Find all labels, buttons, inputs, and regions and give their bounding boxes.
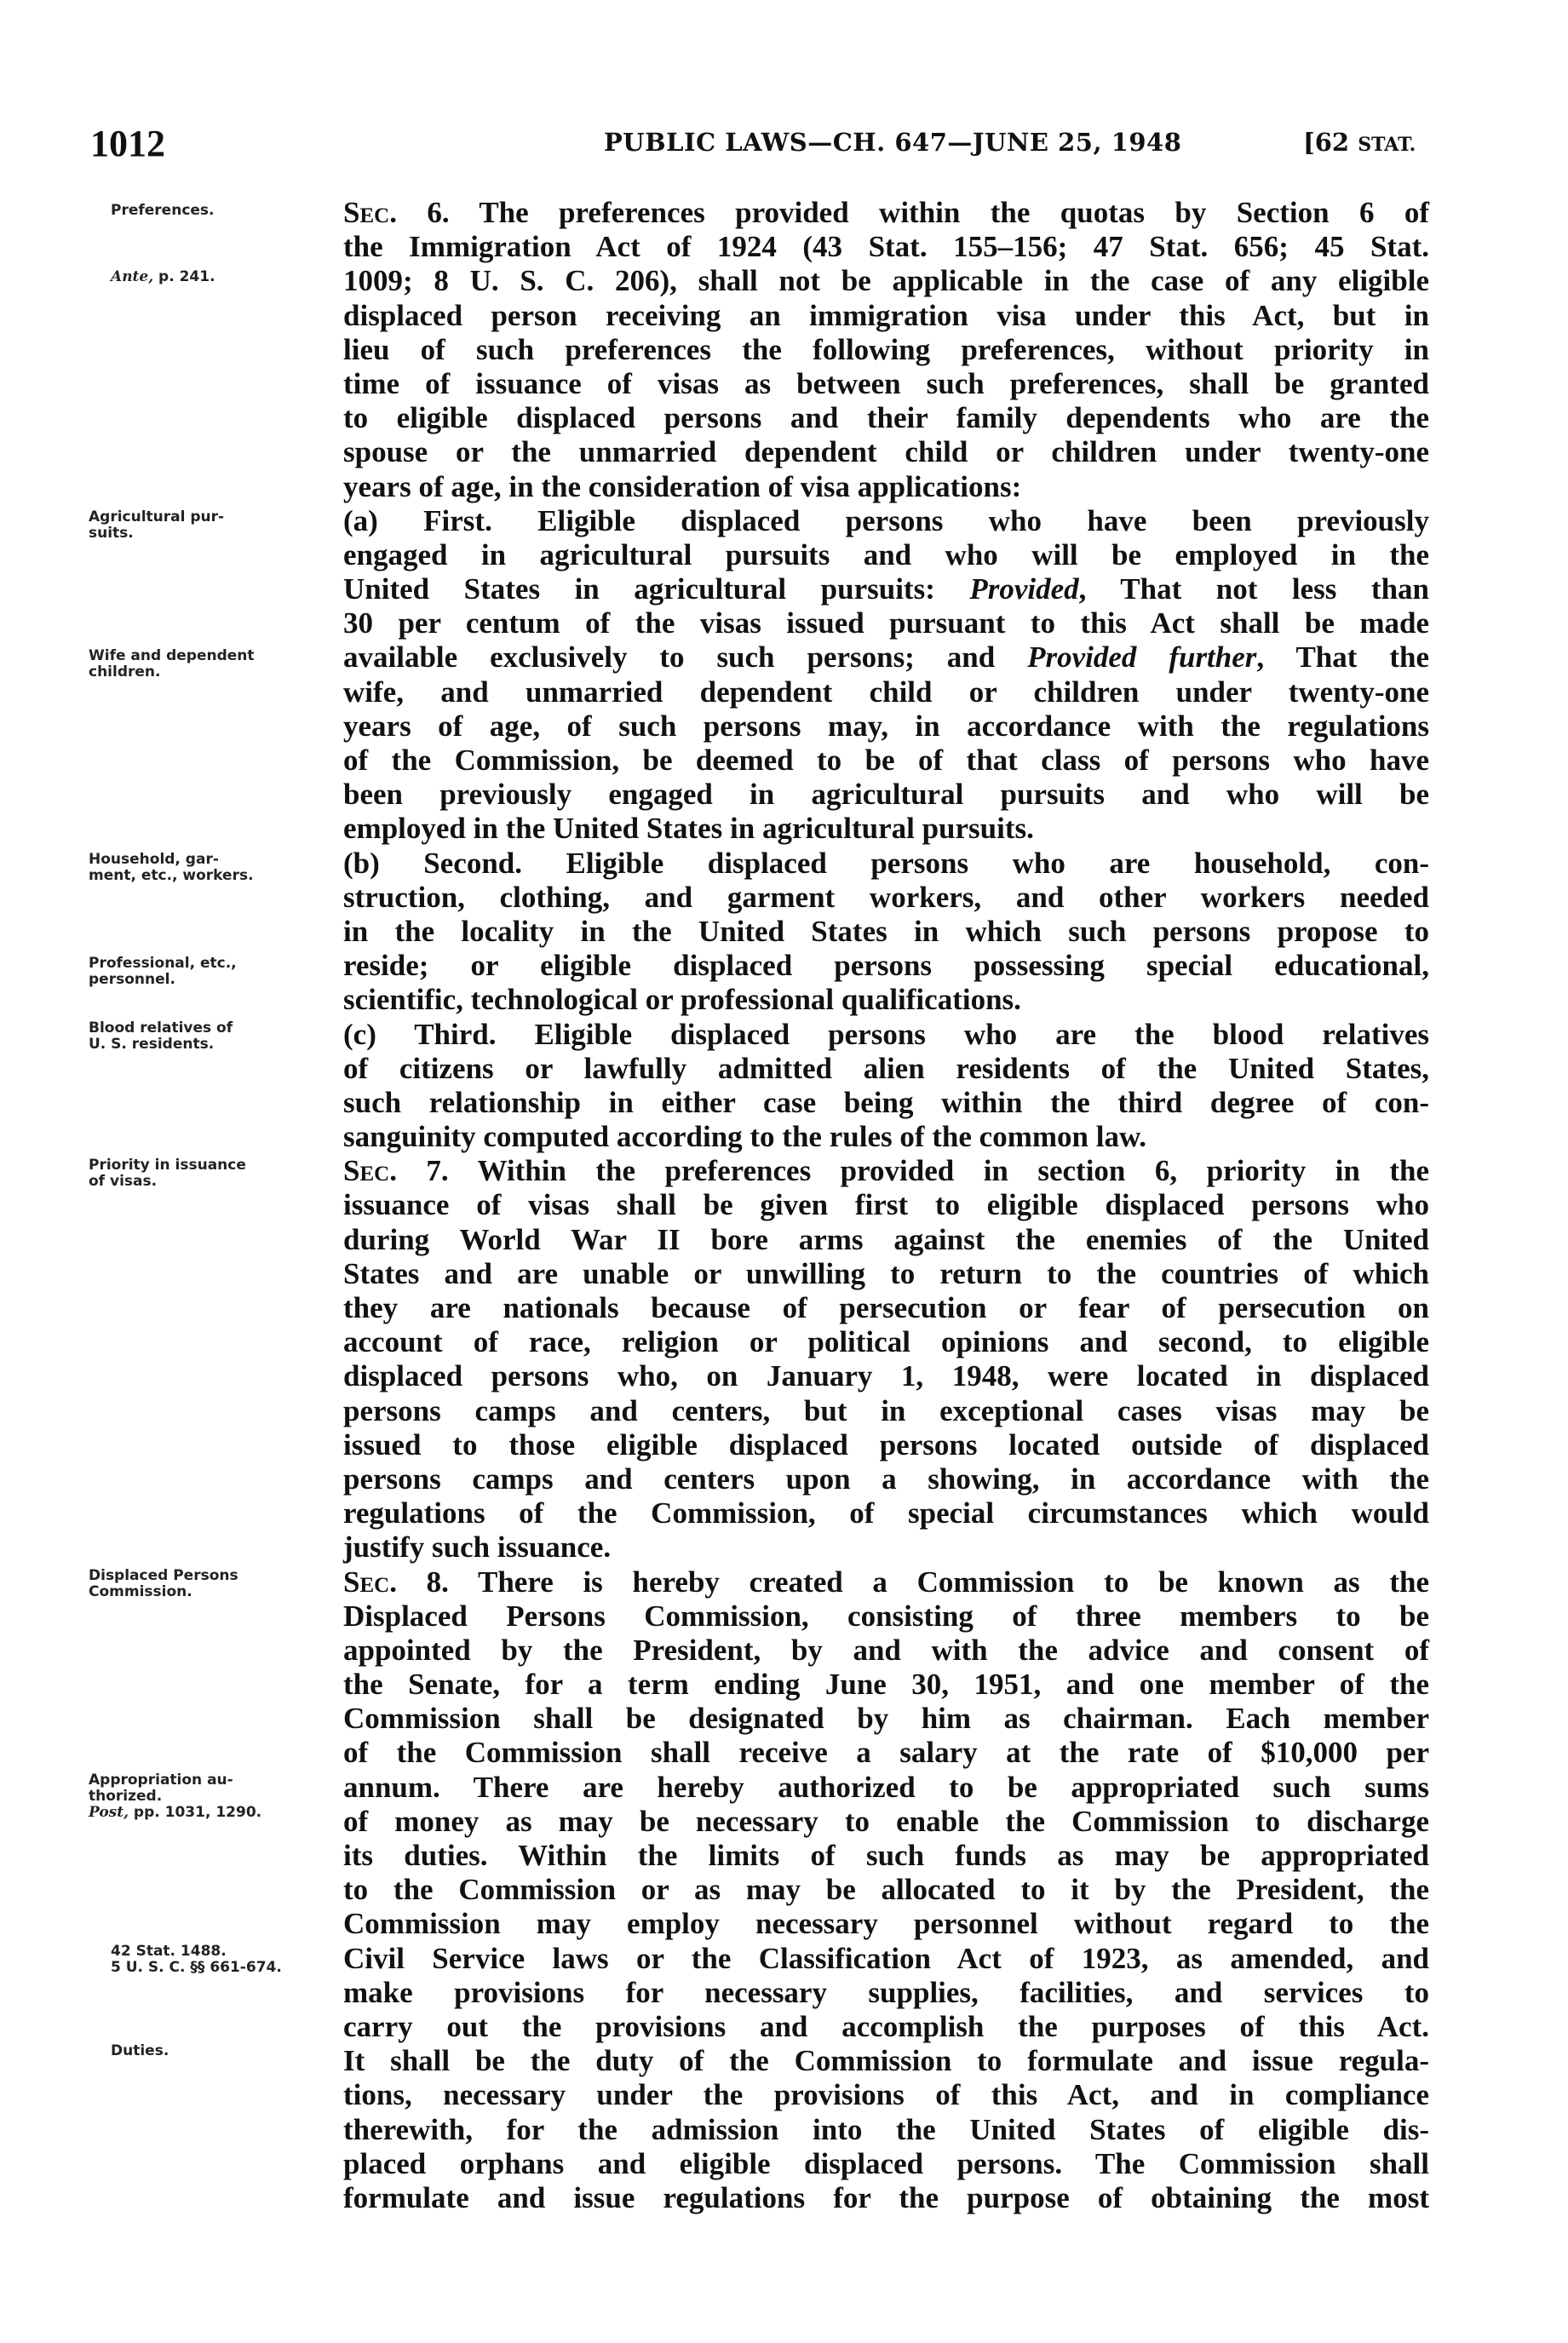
margin-note-line: ment, etc., workers.	[89, 867, 254, 884]
margin-note-wife-children	[89, 648, 255, 681]
margin-note-appropriation	[89, 1772, 261, 1821]
text-line: of citizens or lawfully admitted alien residents of the United States,	[343, 1051, 1429, 1085]
text-line: Commission shall be designated by him as chairman. Each member	[343, 1702, 1429, 1736]
text-line: Civil Service laws or the Classification Act of 1923, as amended, and	[343, 1941, 1429, 1975]
text-line: United States in agricultural pursuits: Provided, That not less than	[343, 572, 1430, 606]
text-line: regulations of the Commission, of special circumstances which would	[343, 1496, 1429, 1530]
margin-note-line: Wife and dependent	[89, 647, 255, 664]
text-line: engaged in agricultural pursuits and who will be employed in the	[343, 537, 1429, 571]
margin-note-italic: Post,	[89, 1804, 129, 1821]
text-line: displaced persons who, on January 1, 1948, were located in displaced	[343, 1359, 1429, 1393]
margin-note-stat-citation	[111, 1944, 282, 1976]
margin-note-line	[111, 269, 215, 285]
text-line: such relationship in either case being within the third degree of con-	[343, 1085, 1429, 1119]
text-line: of money as may be necessary to enable the Commission to discharge	[343, 1804, 1429, 1838]
margin-note-line: Preferences.	[111, 202, 215, 219]
statute-body-text	[343, 196, 1429, 2215]
margin-note-professional	[89, 956, 237, 988]
text-line: account of race, religion or political opinions and second, to eligible	[343, 1325, 1429, 1359]
text-line: the Senate, for a term ending June 30, 1951, and one member of the	[343, 1668, 1429, 1702]
text-line: appointed by the President, by and with the advice and consent of	[343, 1633, 1429, 1667]
margin-note-preferences	[111, 203, 215, 219]
text-line: in the locality in the United States in which such persons propose to	[343, 914, 1429, 948]
margin-note-line: Duties.	[111, 2042, 169, 2059]
text-line: scientific, technological or professional qualifications.	[343, 983, 1021, 1017]
text-line: carry out the provisions and accomplish the purposes of this Act.	[343, 2009, 1429, 2043]
margin-note-line: of visas.	[89, 1173, 158, 1190]
text-line: during World War II bore arms against the enemies of the United	[343, 1222, 1429, 1256]
margin-note-line: children.	[89, 663, 161, 681]
text-line: employed in the United States in agricultural pursuits.	[343, 812, 1034, 846]
text-line: Commission may employ necessary personnel without regard to the	[343, 1907, 1429, 1941]
margin-note-priority	[89, 1157, 246, 1190]
text-line: therewith, for the admission into the United States of eligible dis-	[343, 2112, 1429, 2146]
text-line: Sec. 7. Within the preferences provided in section 6, priority in the	[343, 1154, 1429, 1188]
text-line: issuance of visas shall be given first to eligible displaced persons who	[343, 1188, 1429, 1222]
volume-ref-stat: STAT.	[1358, 134, 1416, 156]
margin-note-agricultural	[89, 509, 224, 542]
margin-note-italic: Ante,	[111, 268, 154, 285]
text-line: persons camps and centers, but in exceptional cases visas may be	[343, 1393, 1429, 1427]
text-line: the Immigration Act of 1924 (43 Stat. 155–156; 47 Stat. 656; 45 Stat.	[343, 230, 1429, 264]
text-line: wife, and unmarried dependent child or children under twenty-one	[343, 675, 1429, 709]
text-line: tions, necessary under the provisions of this Act, and in compliance	[343, 2078, 1429, 2112]
margin-note-line: Agricultural pur-	[89, 508, 225, 525]
text-line: of the Commission, be deemed to be of that class of persons who have	[343, 744, 1429, 777]
text-line: formulate and issue regulations for the purpose of obtaining the most	[343, 2180, 1429, 2214]
text-line: persons camps and centers upon a showing, in accordance with the	[343, 1462, 1429, 1496]
page-number: 1012	[90, 123, 165, 164]
text-line: issued to those eligible displaced persons located outside of displaced	[343, 1427, 1429, 1462]
text-line: years of age, in the consideration of visa applications:	[343, 469, 1022, 503]
margin-note-line: Blood relatives of	[89, 1019, 233, 1037]
text-line: its duties. Within the limits of such funds as may be appropriated	[343, 1839, 1429, 1872]
text-line: (a) First. Eligible displaced persons who have been previously	[343, 503, 1429, 537]
text-line: available exclusively to such persons; and Provided further, That the	[343, 640, 1429, 675]
margin-note-ante	[111, 269, 215, 285]
margin-note-line: Displaced Persons	[89, 1567, 238, 1584]
margin-note-line: suits.	[89, 525, 134, 542]
margin-note-line: 42 Stat. 1488.	[111, 1943, 227, 1960]
text-line: placed orphans and eligible displaced persons. The Commission shall	[343, 2146, 1429, 2180]
text-line: spouse or the unmarried dependent child or children under twenty-one	[343, 435, 1429, 469]
running-head: PUBLIC LAWS—CH. 647—JUNE 25, 1948	[604, 128, 1182, 157]
text-line: Sec. 6. The preferences provided within the quotas by Section 6 of	[343, 196, 1429, 229]
text-line: 1009; 8 U. S. C. 206), shall not be applicable in the case of any eligible	[343, 264, 1429, 298]
text-line: lieu of such preferences the following preferences, without priority in	[343, 332, 1429, 366]
text-line: struction, clothing, and garment workers, and other workers needed	[343, 880, 1429, 914]
margin-note-line	[89, 1805, 261, 1821]
margin-note-line: thorized.	[89, 1788, 163, 1805]
margin-note-line: Priority in issuance	[89, 1157, 246, 1174]
margin-note-dp-commission	[89, 1568, 238, 1600]
text-line: of the Commission shall receive a salary at the rate of $10,000 per	[343, 1736, 1429, 1770]
text-line: they are nationals because of persecution or fear of persecution on	[343, 1291, 1429, 1324]
volume-reference	[1303, 128, 1416, 157]
text-line: Displaced Persons Commission, consisting of three members to be	[343, 1599, 1429, 1633]
text-line: (c) Third. Eligible displaced persons who are the blood relatives	[343, 1017, 1429, 1051]
margin-note-line: Commission.	[89, 1583, 192, 1600]
volume-ref-open: [62	[1303, 128, 1358, 157]
margin-note-duties	[111, 2043, 169, 2059]
text-line: to eligible displaced persons and their family dependents who are the	[343, 401, 1429, 435]
text-line: been previously engaged in agricultural pursuits and who will be	[343, 778, 1429, 812]
text-line: annum. There are hereby authorized to be appropriated such sums	[343, 1770, 1429, 1804]
text-line: 30 per centum of the visas issued pursuant to this Act shall be made	[343, 606, 1429, 640]
text-line: displaced person receiving an immigration visa under this Act, but in	[343, 298, 1429, 332]
margin-note-line: Professional, etc.,	[89, 955, 237, 972]
margin-note-blood-relatives	[89, 1020, 233, 1053]
text-line: sanguinity computed according to the rules of the common law.	[343, 1120, 1147, 1154]
text-line: Sec. 8. There is hereby created a Commission to be known as the	[343, 1565, 1429, 1599]
margin-note-line: Appropriation au-	[89, 1772, 233, 1789]
text-line: (b) Second. Eligible displaced persons who are household, con-	[343, 846, 1429, 880]
margin-note-rest: pp. 1031, 1290.	[129, 1804, 262, 1821]
margin-note-line: personnel.	[89, 971, 175, 988]
text-line: States and are unable or unwilling to return to the countries of which	[343, 1256, 1429, 1290]
margin-note-line: U. S. residents.	[89, 1036, 215, 1053]
text-line: years of age, of such persons may, in accordance with the regulations	[343, 709, 1429, 743]
text-line: time of issuance of visas as between such preferences, shall be granted	[343, 366, 1429, 400]
text-line: It shall be the duty of the Commission to formulate and issue regula-	[343, 2044, 1429, 2078]
margin-note-rest: p. 241.	[153, 268, 215, 285]
text-line: reside; or eligible displaced persons possessing special educational,	[343, 949, 1429, 983]
text-line: to the Commission or as may be allocated to it by the President, the	[343, 1873, 1429, 1907]
margin-note-line: 5 U. S. C. §§ 661-674.	[111, 1959, 282, 1976]
margin-note-household	[89, 852, 254, 884]
text-line: make provisions for necessary supplies, facilities, and services to	[343, 1975, 1429, 2009]
margin-note-line: Household, gar-	[89, 851, 219, 868]
text-line: justify such issuance.	[343, 1530, 612, 1565]
